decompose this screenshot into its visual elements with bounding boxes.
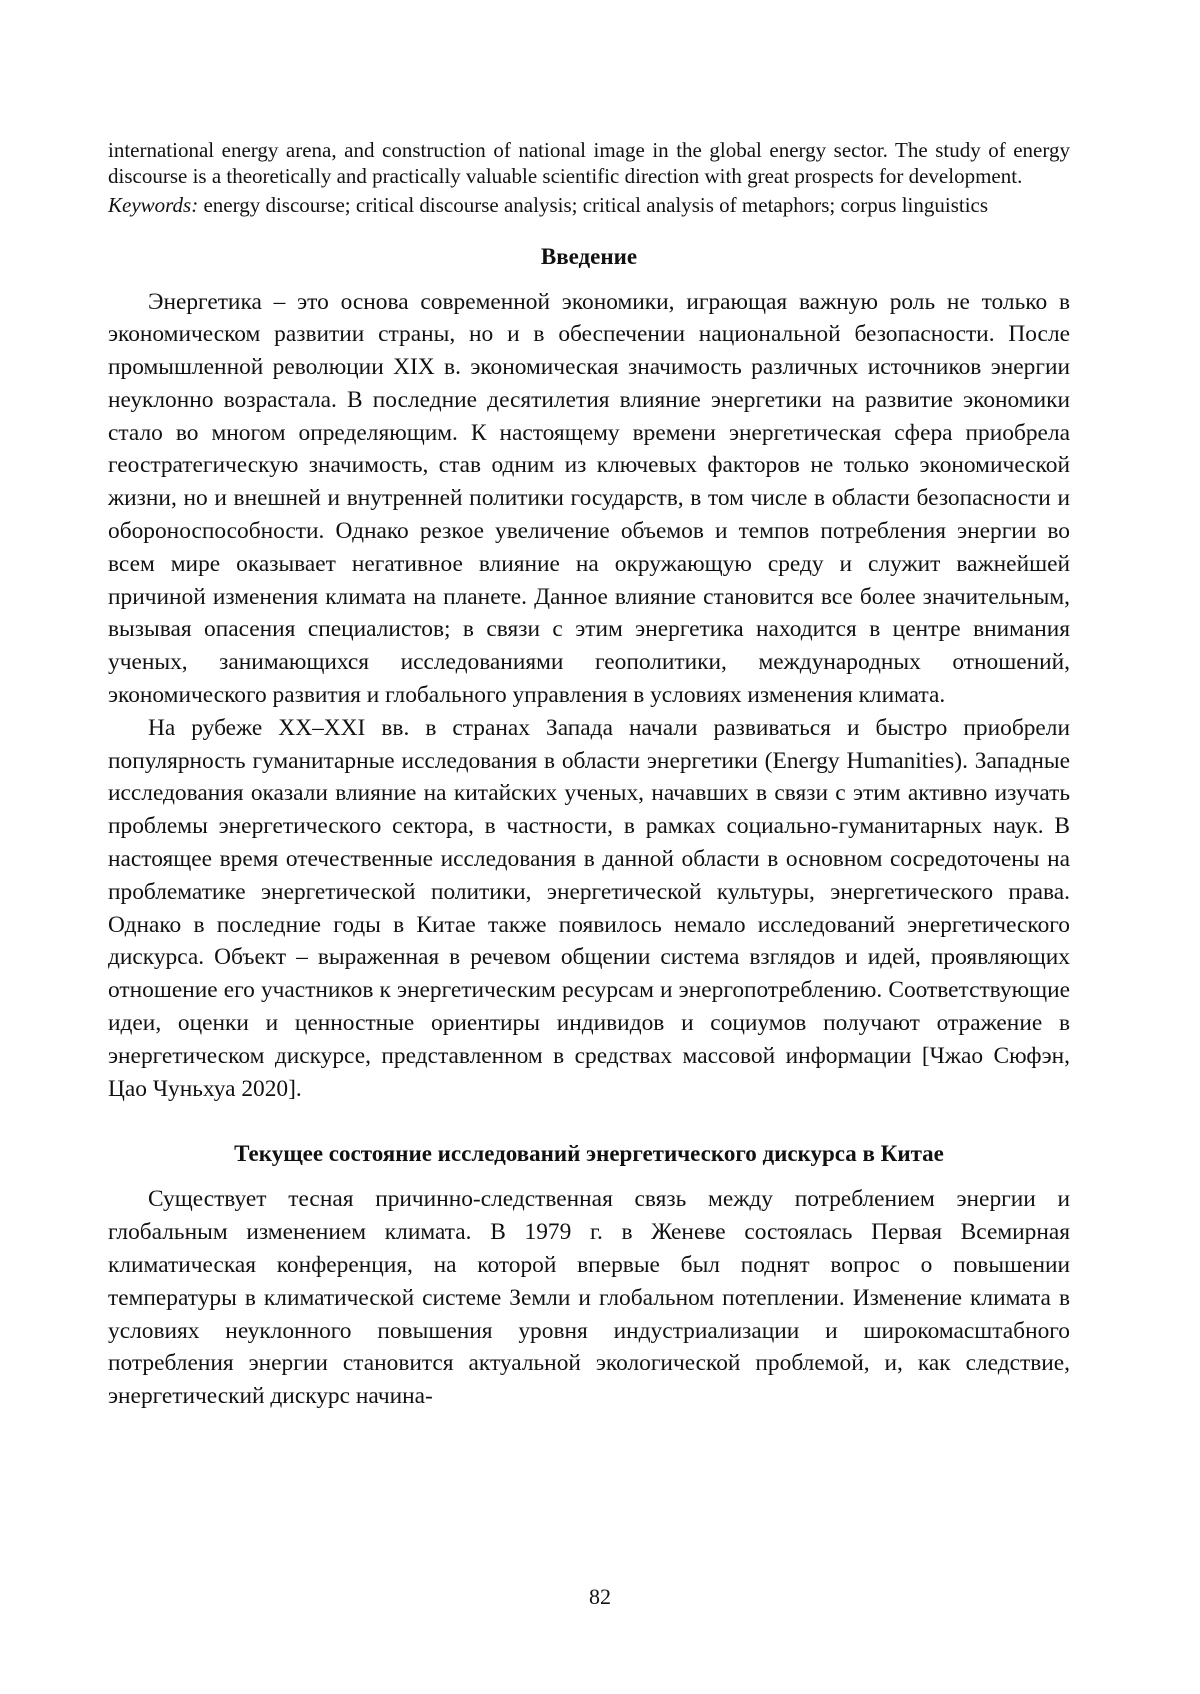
section-heading-introduction: Введение [540, 243, 638, 269]
section-heading-current-state: Текущее состояние исследований энергетического дискурса в Китае [234, 1141, 944, 1167]
keywords-text: energy discourse; critical discourse analysis; critical analysis of metaphors; corpus linguistics [198, 193, 989, 217]
keywords-label: Keywords: [108, 193, 199, 217]
page-body [108, 138, 1070, 1413]
abstract-tail: international energy arena, and construction of national image in the global energy sector. The study of energy discourse is a theoretically and practically valuable scientific direction with great prospects for development. [108, 138, 1070, 188]
paragraph: На рубеже XX–XXI вв. в странах Запада начали развиваться и быстро приобрели популярность гуманитарные исследования в области энергетики (Energy Humanities). Западные исследования оказали влияние на китайских ученых, начавших в связи с этим активно изучать проблемы энергетического сектора, в частности, в рамках социально-гуманитарных наук. В настоящее время отечественные исследования в данной области в основном сосредоточены на проблематике энергетической политики, энергетической культуры, энергетического права. Однако в последние годы в Китае также появилось немало исследований энергетического дискурса. Объект – выраженная в речевом общении система взглядов и идей, проявляющих отношение его участников к энергетическим ресурсам и энергопотреблению. Соответствующие идеи, оценки и ценностные ориентиры индивидов и социумов получают отражение в энергетическом дискурсе, представленном в средствах массовой информации [Чжао Сюфэн, Цао Чуньхуа 2020]. [108, 714, 1070, 1102]
page-number: 82 [589, 1584, 611, 1609]
paragraph: Энергетика – это основа современной экономики, играющая важную роль не только в экономическом развитии страны, но и в обеспечении национальной безопасности. После промышленной революции XIX в. экономическая значимость различных источников энергии неуклонно возрастала. В последние десятилетия влияние энергетики на развитие экономики стало во многом определяющим. К настоящему времени энергетическая сфера приобрела геостратегическую значимость, став одним из ключевых факторов не только экономической жизни, но и внешней и внутренней политики государств, в том числе в области безопасности и обороноспособности. Однако резкое увеличение объемов и темпов потребления энергии во всем мире оказывает негативное влияние на окружающую среду и служит важнейшей причиной изменения климата на планете. Данное влияние становится все более значительным, вызывая опасения специалистов; в связи с этим энергетика находится в центре внимания ученых, занимающихся исследованиями геополитики, международных отношений, экономического развития и глобального управления в условиях изменения климата. [108, 288, 1070, 709]
paragraph: Существует тесная причинно-следственная связь между потреблением энергии и глобальным изменением климата. В 1979 г. в Женеве состоялась Первая Всемирная климатическая конференция, на которой впервые был поднят вопрос о повышении температуры в климатической системе Земли и глобальном потеплении. Изменение климата в условиях неуклонного повышения уровня индустриализации и широкомасштабного потребления энергии становится актуальной экологической проблемой, и, как следствие, энергетический дискурс начина- [108, 1186, 1070, 1410]
keywords [108, 193, 1070, 219]
